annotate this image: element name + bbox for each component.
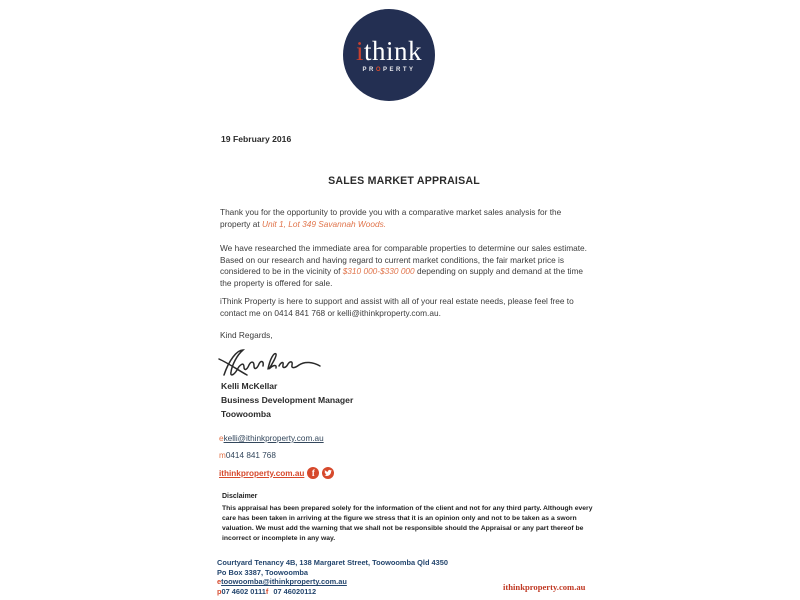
letter-title: SALES MARKET APPRAISAL	[328, 175, 480, 187]
property-highlight: Unit 1, Lot 349 Savannah Woods.	[261, 218, 387, 229]
signatory-name: Kelli McKellar	[221, 381, 278, 391]
support-paragraph: iThink Property is here to support and assist with all of your real estate needs, please feel free to contact me on 0414 841 768 or kelli@ithinkproperty.com.au.	[220, 296, 574, 318]
logo-subtitle	[362, 67, 415, 73]
logo-letter-i: i	[355, 35, 364, 66]
disclaimer-heading: Disclaimer	[222, 493, 258, 500]
price-highlight: $310 000-$330 000	[342, 266, 415, 276]
logo-word-rest: think	[364, 35, 423, 66]
brand-logo	[343, 9, 435, 101]
footer-website-link[interactable]: ithinkproperty.com.au	[503, 582, 586, 592]
email-link[interactable]: kelli@ithinkproperty.com.au	[223, 434, 324, 443]
twitter-icon[interactable]	[322, 467, 334, 479]
appraisal-text-post: depending on supply and demand at the time the property is offered for sale.	[220, 266, 584, 288]
intro-text: Thank you for the opportunity to provide you with a comparative market sales analysis for the property at	[220, 207, 562, 229]
footer-address-line2: Po Box 3387, Toowoomba	[217, 567, 309, 577]
letter-date: 19 February 2016	[221, 134, 292, 144]
appraisal-text-pre: We have researched the immediate area for comparable properties to determine our sales estimate. Based on our research and having regard to current market conditions, the fair market price is considered to be in the vicinity of	[220, 243, 587, 276]
footer-email-prefix: e	[217, 577, 222, 587]
footer-email-line	[217, 577, 448, 587]
logo-sub-pre: PR	[362, 66, 376, 73]
footer-phone-prefix: p	[217, 586, 222, 596]
signature-image	[216, 344, 328, 384]
closing-salutation: Kind Regards,	[220, 330, 273, 340]
mobile-number: 0414 841 768	[225, 451, 276, 460]
footer-email-link[interactable]: toowoomba@ithinkproperty.com.au	[221, 577, 347, 587]
footer-fax-number: 07 46020112	[273, 586, 317, 596]
logo-sub-post: PERTY	[383, 66, 416, 73]
signatory-role: Business Development Manager	[221, 395, 354, 405]
footer-phone-number: 07 4602 0111	[221, 586, 266, 596]
contact-website-line	[219, 467, 334, 479]
logo-wordmark	[355, 35, 423, 66]
facebook-icon[interactable]: f	[307, 467, 319, 479]
website-link[interactable]: ithinkproperty.com.au	[219, 468, 305, 478]
mobile-prefix: m	[219, 451, 226, 460]
footer-phone-line	[217, 587, 448, 597]
intro-paragraph	[220, 207, 588, 230]
footer-fax-prefix: f	[265, 586, 269, 596]
logo-sub-o: O	[375, 66, 383, 73]
footer-address-line1: Courtyard Tenancy 4B, 138 Margaret Street, Toowoomba Qld 4350	[217, 558, 448, 567]
contact-email-line	[219, 434, 324, 443]
contact-mobile-line	[219, 451, 276, 460]
appraisal-paragraph	[220, 243, 588, 289]
footer-block	[217, 558, 448, 596]
disclaimer-text: This appraisal has been prepared solely for the information of the client and not for any third party. Although every care has been taken in arriving at the figure we stress that it is an opinion only and not to be taken as a sworn valuation. We must add the warning that we shall not be responsible should the Appraisal or any part thereof be incorrect or incomplete in any way.	[222, 505, 593, 542]
signatory-location: Toowoomba	[221, 409, 271, 419]
email-prefix: e	[219, 434, 224, 443]
